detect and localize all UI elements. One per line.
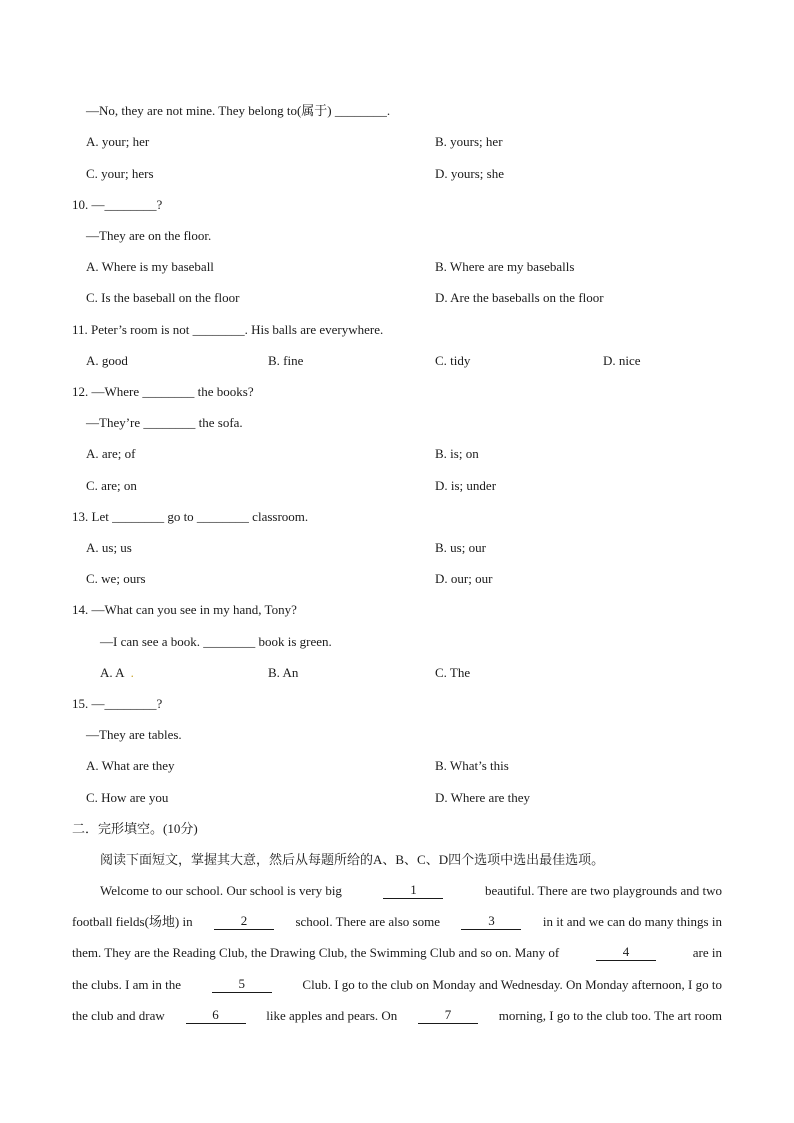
passage-line-1 (100, 883, 722, 899)
q14-option-a (100, 665, 134, 681)
passage-text: morning, I go to the club too. The art room (498, 1008, 722, 1023)
q10-option-d: D. Are the baseballs on the floor (435, 290, 604, 305)
q10-option-a: A. Where is my baseball (86, 259, 214, 274)
q13-option-a: A. us; us (86, 540, 132, 555)
q9-option-d: D. yours; she (435, 166, 504, 181)
q13-option-b: B. us; our (435, 540, 486, 555)
q10-option-c: C. Is the baseball on the floor (86, 290, 240, 305)
q12-option-a: A. are; of (86, 446, 136, 461)
passage-text: the clubs. I am in the (72, 977, 182, 992)
passage-text: the club and draw (72, 1008, 165, 1023)
q9-option-c: C. your; hers (86, 166, 154, 181)
q13-option-c: C. we; ours (86, 571, 146, 586)
q14-mark: . (130, 665, 134, 680)
passage-text: school. There are also some (295, 914, 440, 929)
blank-7: 7 (418, 1008, 478, 1024)
passage-text: are in (692, 945, 722, 960)
q9-option-b: B. yours; her (435, 134, 503, 149)
q9-option-a: A. your; her (86, 134, 150, 149)
q14-option-b: B. An (268, 665, 299, 680)
q9-answer: —No, they are not mine. They belong to(属于) ________. (86, 103, 391, 118)
q11-option-a: A. good (86, 353, 128, 368)
section-heading: 二．完形填空。(10分) (72, 821, 198, 836)
q14-stem: 14. —What can you see in my hand, Tony? (72, 602, 297, 617)
q11-stem: 11. Peter’s room is not ________. His balls are everywhere. (72, 322, 384, 337)
passage-line-3 (72, 945, 722, 961)
passage-text: them. They are the Reading Club, the Drawing Club, the Swimming Club and so on. Many of (72, 945, 560, 960)
passage-text: Club. I go to the club on Monday and Wednesday. On Monday afternoon, I go to (302, 977, 722, 992)
q13-option-d: D. our; our (435, 571, 493, 586)
q11-option-c: C. tidy (435, 353, 471, 368)
blank-6: 6 (186, 1008, 246, 1024)
q14-option-c: C. The (435, 665, 471, 680)
passage-text: like apples and pears. On (266, 1008, 398, 1023)
q12-option-c: C. are; on (86, 478, 137, 493)
blank-4: 4 (596, 945, 656, 961)
q10-option-b: B. Where are my baseballs (435, 259, 575, 274)
passage-line-4 (72, 977, 722, 993)
q14-option-a-text: A. A (100, 665, 125, 680)
q15-option-a: A. What are they (86, 758, 175, 773)
q11-option-d: D. nice (603, 353, 641, 368)
blank-1: 1 (383, 883, 443, 899)
q14-answer: —I can see a book. ________ book is green. (100, 634, 332, 649)
blank-3: 3 (461, 914, 521, 930)
q15-option-b: B. What’s this (435, 758, 509, 773)
blank-5: 5 (212, 977, 272, 993)
q13-stem: 13. Let ________ go to ________ classroom. (72, 509, 309, 524)
q11-option-b: B. fine (268, 353, 304, 368)
q10-stem: 10. —________? (72, 197, 163, 212)
q10-answer: —They are on the floor. (86, 228, 212, 243)
section-instruction: 阅读下面短文，掌握其大意，然后从每题所给的A、B、C、D四个选项中选出最佳选项。 (100, 852, 605, 867)
q12-option-b: B. is; on (435, 446, 479, 461)
q12-stem: 12. —Where ________ the books? (72, 384, 254, 399)
passage-line-2 (72, 914, 722, 930)
passage-text: Welcome to our school. Our school is very big (100, 883, 342, 898)
q12-option-d: D. is; under (435, 478, 497, 493)
q15-option-d: D. Where are they (435, 790, 531, 805)
blank-2: 2 (214, 914, 274, 930)
passage-text: football fields(场地) in (72, 914, 193, 929)
passage-line-5 (72, 1008, 722, 1024)
q15-answer: —They are tables. (86, 727, 182, 742)
q15-option-c: C. How are you (86, 790, 169, 805)
passage-text: beautiful. There are two playgrounds and two (485, 883, 722, 898)
q12-answer: —They’re ________ the sofa. (86, 415, 243, 430)
q15-stem: 15. —________? (72, 696, 163, 711)
passage-text: in it and we can do many things in (542, 914, 722, 929)
